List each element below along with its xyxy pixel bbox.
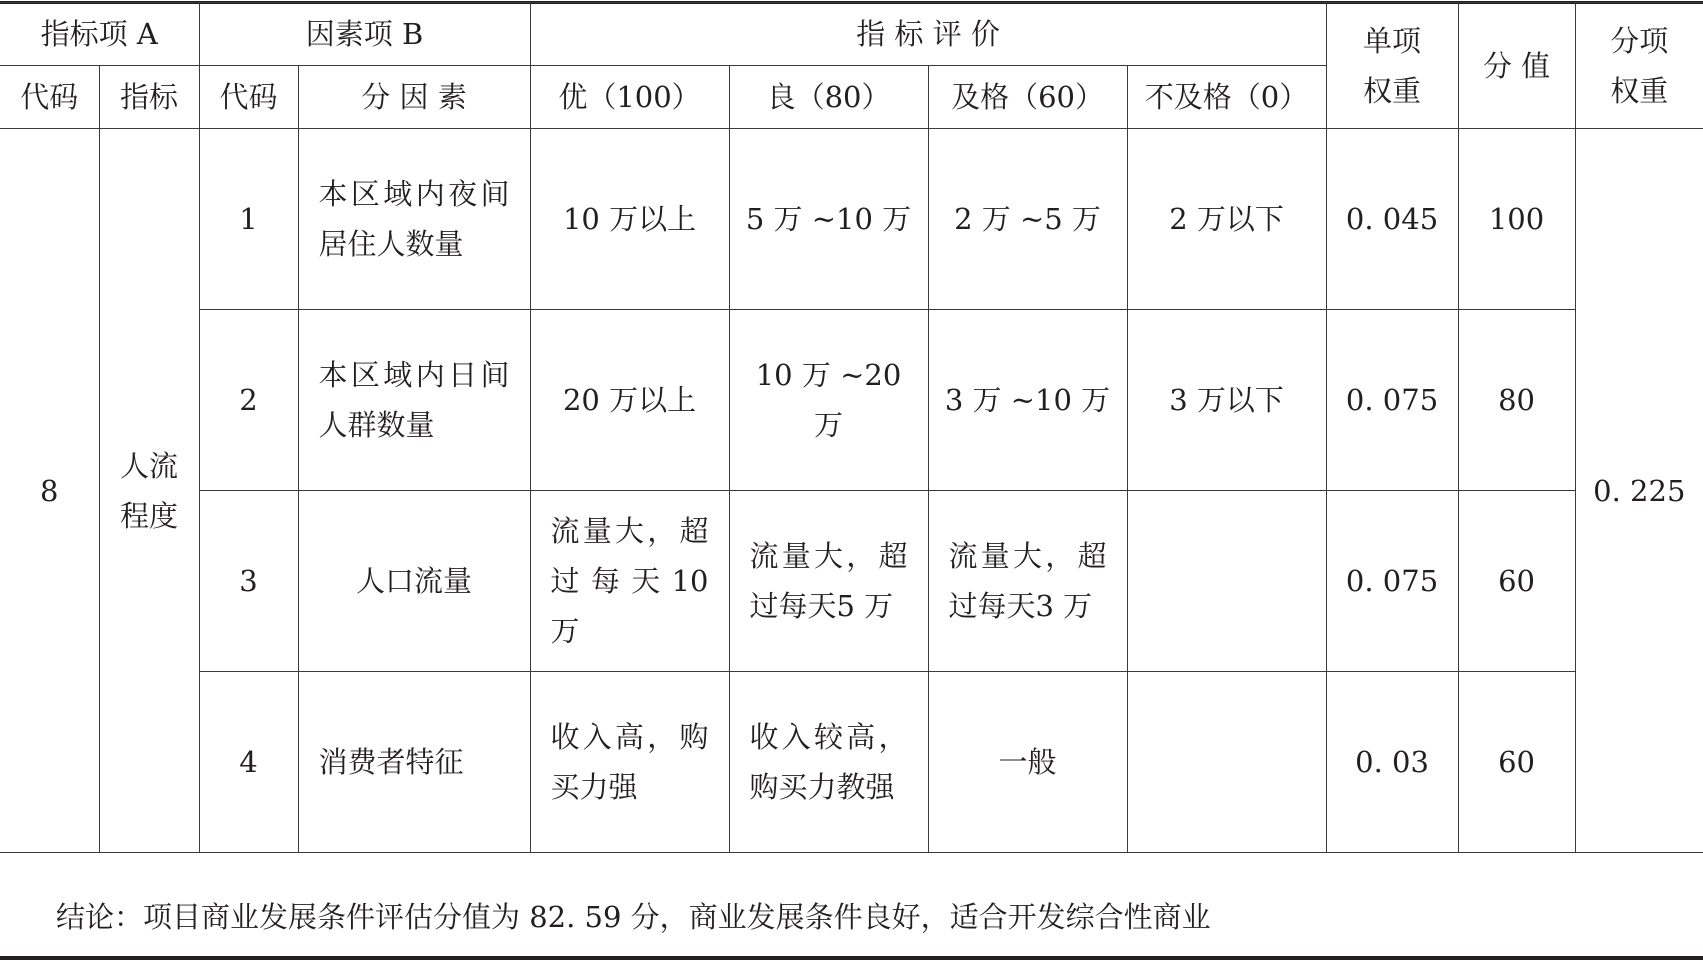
row-pass: 2 万 ~5 万: [928, 129, 1127, 310]
row-weight: 0. 075: [1326, 491, 1458, 672]
header-evaluation: 指 标 评 价: [530, 3, 1326, 66]
header-indicator: 指标: [99, 66, 199, 129]
row-excellent: 20 万以上: [530, 310, 729, 491]
header-code-b: 代码: [199, 66, 298, 129]
row-fail: 2 万以下: [1127, 129, 1326, 310]
row-pass: 3 万 ~10 万: [928, 310, 1127, 491]
row-code: 3: [199, 491, 298, 672]
conclusion-text: 结论：项目商业发展条件评估分值为 82. 59 分，商业发展条件良好，适合开发综合性商业: [56, 900, 1211, 934]
header-pass: 及格（60）: [928, 66, 1127, 129]
row-factor: 本区域内夜间居住人数量: [298, 129, 530, 310]
row-excellent: 流量大，超过每天10 万: [530, 491, 729, 672]
header-sub-weight: 分项 权重: [1575, 3, 1703, 129]
row-code: 1: [199, 129, 298, 310]
header-excellent: 优（100）: [530, 66, 729, 129]
row-good: 5 万 ~10 万: [729, 129, 928, 310]
table-row: [0, 672, 1703, 853]
row-score: 100: [1458, 129, 1575, 310]
conclusion-section: [0, 862, 1703, 962]
row-fail: [1127, 672, 1326, 853]
row-good: 10 万 ~20 万: [729, 310, 928, 491]
group-code: 8: [0, 129, 99, 853]
group-sub-weight: 0. 225: [1575, 129, 1703, 853]
header-good: 良（80）: [729, 66, 928, 129]
row-code: 2: [199, 310, 298, 491]
table-row: [0, 491, 1703, 672]
evaluation-table: [0, 2, 1703, 853]
row-excellent: 10 万以上: [530, 129, 729, 310]
group-indicator: 人流 程度: [99, 129, 199, 853]
header-code-a: 代码: [0, 66, 99, 129]
row-excellent: 收入高，购买力强: [530, 672, 729, 853]
row-good: 流量大，超过每天5 万: [729, 491, 928, 672]
row-pass: 一般: [928, 672, 1127, 853]
row-score: 60: [1458, 491, 1575, 672]
row-fail: [1127, 491, 1326, 672]
bottom-rule: [0, 956, 1703, 960]
header-row-1: [0, 3, 1703, 66]
header-single-weight: 单项 权重: [1326, 3, 1458, 129]
header-factor: 分 因 素: [298, 66, 530, 129]
row-score: 80: [1458, 310, 1575, 491]
row-pass: 流量大，超过每天3 万: [928, 491, 1127, 672]
table-row: [0, 129, 1703, 310]
header-fail: 不及格（0）: [1127, 66, 1326, 129]
header-score: 分 值: [1458, 3, 1575, 129]
row-code: 4: [199, 672, 298, 853]
header-group-b: 因素项 B: [199, 3, 530, 66]
row-factor: 人口流量: [298, 491, 530, 672]
row-score: 60: [1458, 672, 1575, 853]
row-good: 收入较高，购买力教强: [729, 672, 928, 853]
header-group-a: 指标项 A: [0, 3, 199, 66]
row-weight: 0. 045: [1326, 129, 1458, 310]
row-fail: 3 万以下: [1127, 310, 1326, 491]
row-weight: 0. 075: [1326, 310, 1458, 491]
row-factor: 消费者特征: [298, 672, 530, 853]
row-factor: 本区域内日间人群数量: [298, 310, 530, 491]
row-weight: 0. 03: [1326, 672, 1458, 853]
table-row: [0, 310, 1703, 491]
